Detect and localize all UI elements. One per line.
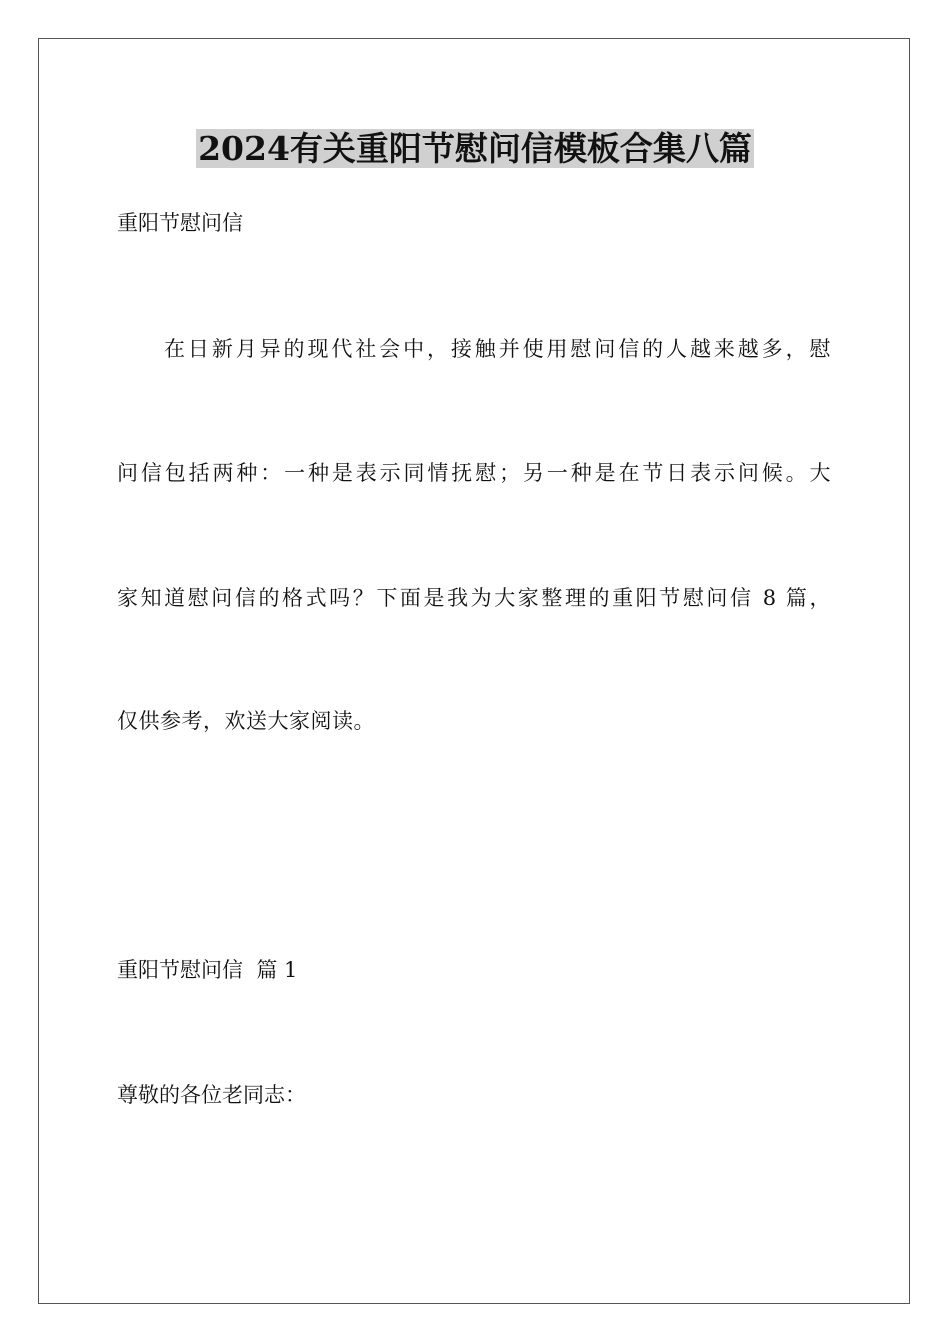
document-title <box>0 128 950 170</box>
document-title-text: 2024有关重阳节慰问信模板合集八篇 <box>198 129 752 168</box>
intro-line-1: 在日新月异的现代社会中，接触并使用慰问信的人越来越多，慰 <box>164 337 831 361</box>
intro-line-3: 家知道慰问信的格式吗？下面是我为大家整理的重阳节慰问信 8 篇， <box>117 586 831 610</box>
salutation: 尊敬的各位老同志： <box>117 1083 306 1107</box>
intro-line-2: 问信包括两种：一种是表示同情抚慰；另一种是在节日表示问候。大 <box>117 461 831 485</box>
intro-line-4: 仅供参考，欢送大家阅读。 <box>117 709 375 733</box>
article-heading: 重阳节慰问信 篇 1 <box>117 958 298 982</box>
section-heading: 重阳节慰问信 <box>117 211 243 235</box>
